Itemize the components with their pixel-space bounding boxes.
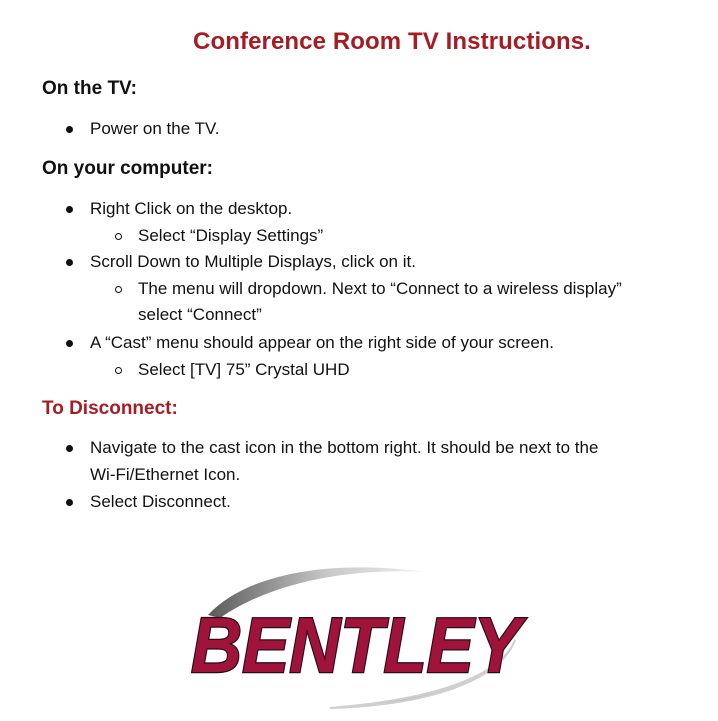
sub-list-item: The menu will dropdown. Next to “Connect to a wireless display” [138,279,622,298]
page-title: Conference Room TV Instructions. [193,28,591,55]
sub-bullet-icon [115,286,122,293]
list-item: Power on the TV. [90,119,220,138]
bullet-icon [66,340,73,347]
sub-list-item: Select [TV] 75” Crystal UHD [138,360,350,379]
bullet-icon [66,499,73,506]
bullet-icon [66,445,73,452]
bullet-icon [66,206,73,213]
sub-list-item-continuation: select “Connect” [138,305,262,324]
list-item-continuation: Wi-Fi/Ethernet Icon. [90,465,241,484]
sub-list-item: Select “Display Settings” [138,226,324,245]
bullet-icon [66,126,73,133]
list-item: Navigate to the cast icon in the bottom right. It should be next to the [90,438,599,457]
section-heading-to-disconnect: To Disconnect: [42,398,178,419]
sub-bullet-icon [115,367,122,374]
list-item: Right Click on the desktop. [90,199,293,218]
list-item: Scroll Down to Multiple Displays, click on it. [90,252,416,271]
section-heading-on-your-computer: On your computer: [42,158,214,179]
bullet-icon [66,259,73,266]
sub-bullet-icon [115,233,122,240]
bentley-logo [180,560,530,715]
section-heading-on-the-tv: On the TV: [42,78,137,99]
list-item: Select Disconnect. [90,492,231,511]
logo-wordmark: BENTLEY [191,601,527,689]
list-item: A “Cast” menu should appear on the right side of your screen. [90,333,554,352]
